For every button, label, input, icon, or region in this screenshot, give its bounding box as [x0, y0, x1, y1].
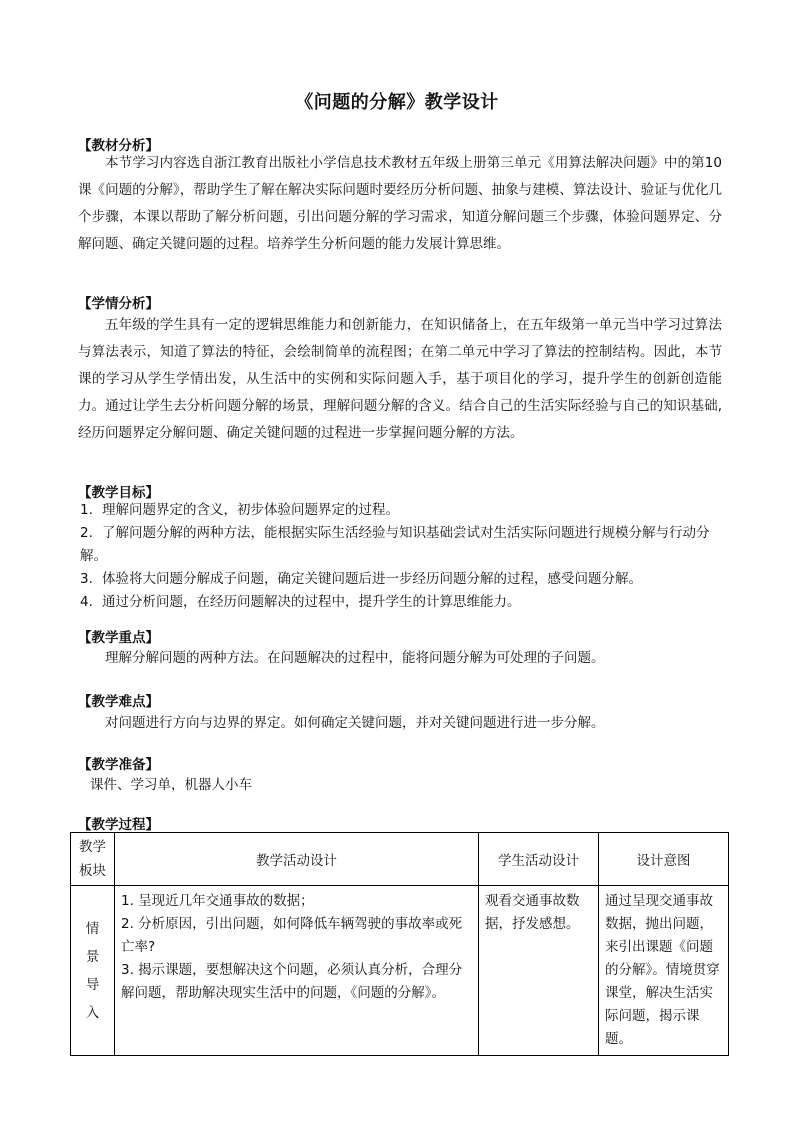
- activity-step: 2. 分析原因，引出问题，如何降低车辆驾驶的事故率或死亡率?: [121, 916, 463, 955]
- stage-header: 教学 板块: [71, 833, 115, 886]
- goal-number: 2.: [80, 525, 93, 541]
- activity-cell: [115, 886, 479, 1056]
- difficulties-heading: 【教学难点】: [78, 694, 159, 710]
- document-title: 《问题的分解》教学设计: [295, 92, 499, 113]
- key-points-heading: 【教学重点】: [78, 630, 159, 646]
- activity-step: 1. 呈现近几年交通事故的数据；: [121, 893, 314, 909]
- activity-step: 3. 揭示课题，要想解决这个问题，必须认真分析，合理分解问题，帮助解决现实生活中的问题，《问题的分解》。: [121, 962, 463, 1001]
- goal-text: 通过分析问题，在经历问题解决的过程中，提升学生的计算思维能力。: [102, 594, 521, 610]
- student-analysis-heading: 【学情分析】: [78, 296, 159, 312]
- key-points-text: 理解分解问题的两种方法。在问题解决的过程中，能将问题分解为可处理的子问题。: [105, 650, 605, 666]
- goal-number: 1.: [80, 502, 93, 518]
- goal-item-2: [80, 522, 722, 568]
- difficulties-text: 对问题进行方向与边界的界定。如何确定关键问题，并对关键问题进行进一步分解。: [105, 715, 605, 731]
- goal-item-4: [80, 591, 722, 614]
- goal-text: 理解问题界定的含义，初步体验问题界定的过程。: [102, 502, 399, 518]
- material-analysis-text: 本节学习内容选自浙江教育出版社小学信息技术教材五年级上册第三单元《用算法解决问题》中的第10课《问题的分解》，帮助学生了解在解决实际问题时要经历分析问题、抽象与建模、算法设计、验证与优化几个步骤，本课以帮助了解分析问题，引出问题分解的学习需求，知道分解问题三个步骤，体验问题界定、分解问题、确定关键问题的过程。培养学生分析问题的能力发展计算思维。: [78, 155, 722, 252]
- activity-header: 教学活动设计: [115, 833, 479, 886]
- design-intent-cell: 通过呈现交通事故数据，抛出问题，来引出课题《问题的分解》。情境贯穿课堂，解决生活实际问题，揭示课题。: [599, 886, 729, 1056]
- goal-number: 4.: [80, 594, 93, 610]
- goal-item-3: [80, 568, 722, 591]
- stage-cell: 情 景 导 入: [71, 886, 115, 1056]
- student-analysis-text: 五年级的学生具有一定的逻辑思维能力和创新能力，在知识储备上，在五年级第一单元当中学习过算法与算法表示，知道了算法的特征，会绘制简单的流程图；在第二单元中学习了算法的控制结构。因此，本节课的学习从学生学情出发，从生活中的实例和实际问题入手，基于项目化的学习，提升学生的创新创造能力。通过让学生去分析问题分解的场景，理解问题分解的含义。结合自己的生活实际经验与自己的知识基础,经历问题界定分解问题、确定关键问题的过程进一步掌握问题分解的方法。: [78, 317, 722, 441]
- design-intent-header: 设计意图: [599, 833, 729, 886]
- material-analysis-heading: 【教材分析】: [78, 138, 159, 154]
- goal-item-1: [80, 499, 722, 522]
- goal-text: 体验将大问题分解成子问题，确定关键问题后进一步经历问题分解的过程，感受问题分解。: [102, 571, 642, 587]
- goal-number: 3.: [80, 571, 93, 587]
- preparation-heading: 【教学准备】: [78, 757, 159, 773]
- process-heading: 【教学过程】: [78, 817, 159, 833]
- teaching-process-table: [70, 832, 729, 1056]
- student-activity-cell: 观看交通事故数据，抒发感想。: [479, 886, 599, 1056]
- teaching-goals-heading: 【教学目标】: [78, 485, 159, 501]
- student-activity-header: 学生活动设计: [479, 833, 599, 886]
- table-row: [71, 886, 729, 1056]
- preparation-text: 课件、学习单，机器人小车: [90, 777, 252, 793]
- table-header-row: [71, 833, 729, 886]
- goal-text: 了解问题分解的两种方法，能根据实际生活经验与知识基础尝试对生活实际问题进行规模分解与行动分解。: [80, 525, 710, 564]
